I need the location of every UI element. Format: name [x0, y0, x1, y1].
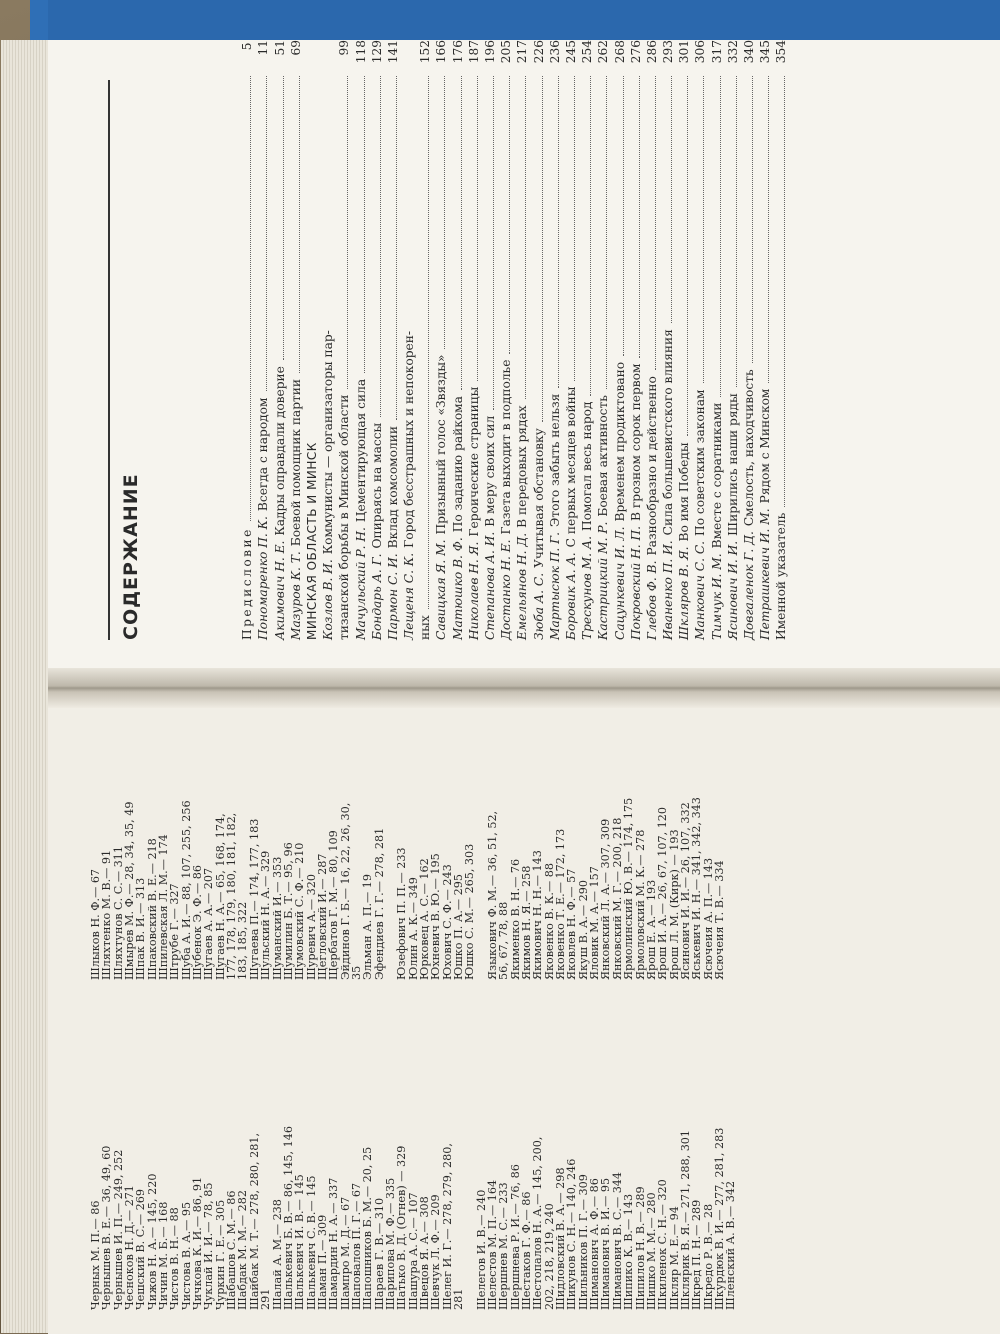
entry-page-number: 306 — [693, 40, 708, 64]
contents-entry — [238, 40, 254, 640]
entry-author: Боровик А. А. — [563, 552, 578, 640]
index-entry: Шершнева Р. И.— 76, 86 — [508, 1164, 522, 1310]
index-entry: Шильников П. Г.— 309 — [576, 1174, 590, 1310]
index-entry: Шестопалов Н. А.— 145, 200, — [531, 1136, 545, 1310]
entry-author: Ясинович И. И. — [725, 540, 740, 640]
index-entry: Шлыков Н. Ф.— 67 — [89, 868, 102, 980]
entry-author: Достанко Н. Е. — [499, 539, 514, 640]
index-entry: Шугаев А. А.— 207 — [202, 867, 216, 980]
index-entry: Шиманович А. Ф.— 86 — [588, 1178, 602, 1310]
index-entry: Шершнев М. С.— 233 — [497, 1182, 511, 1310]
index-entry: Шараев Г. В.— 310 — [372, 1197, 386, 1310]
entry-page-number: 245 — [563, 40, 578, 64]
index-entry: 177, 178, 179, 180, 181, 182, — [225, 812, 239, 980]
entry-author: Козлов В. И. — [321, 559, 336, 640]
entry-page-number: 354 — [774, 40, 789, 64]
entry-title: Сила большевистского влияния — [661, 329, 676, 536]
contents-entry — [562, 40, 578, 640]
entry-title: Всегда с народом — [256, 397, 271, 512]
contents-entry — [610, 40, 626, 640]
entry-author: Пономаренко П. К. — [256, 516, 271, 640]
entry-author: Емельянов Н. Д. — [515, 532, 530, 640]
contents-entry — [448, 40, 464, 640]
entry-page-number: 262 — [596, 40, 611, 64]
contents-entry — [675, 40, 691, 640]
index-entry: Щегловский И.— 287 — [315, 853, 329, 980]
entry-page-number: 286 — [644, 40, 659, 64]
index-entry: Шикунов С. Н.— 140, 246 — [565, 1158, 579, 1310]
leader-dots — [720, 76, 721, 397]
index-entry: Якимович Н. Н.— 143 — [531, 850, 545, 980]
contents-entry — [270, 40, 286, 640]
contents-entry — [303, 40, 319, 640]
entry-page-number: 196 — [483, 40, 497, 64]
contents-entry — [287, 40, 303, 640]
entry-author: Глебов Ф. В. — [644, 560, 659, 640]
entry-page-number: 254 — [580, 40, 595, 64]
index-entry: Шестаков Г. Ф.— 86 — [520, 1191, 534, 1310]
contents-entry — [432, 40, 448, 640]
index-entry: Чуркин Г. Е.— 305 — [213, 1199, 227, 1310]
leader-dots — [444, 76, 445, 349]
entry-page-number: 118 — [353, 40, 368, 64]
leader-dots — [250, 76, 251, 521]
leader-dots — [639, 76, 640, 358]
index-entry: Шапошников Б. М.— 20, 25 — [361, 1146, 375, 1310]
entry-author: Сацункевич И. Л. — [612, 526, 627, 640]
index-entry: Шарипова М. Ф.— 335 — [383, 1177, 397, 1310]
entry-title: Город бесстрашных и непокорен- — [402, 331, 417, 548]
index-entry: Шубенок Э. Ф.— 86 — [191, 865, 205, 980]
contents-entry — [384, 40, 400, 640]
index-entry: Шелестов М. П.— 164 — [486, 1179, 500, 1310]
index-entry: Юрковец А. С.— 162 — [417, 858, 431, 980]
index-entry: Чичкова К. И.— 86, 91 — [191, 1176, 205, 1310]
entry-page-number: 276 — [628, 40, 643, 64]
leader-dots — [671, 76, 672, 323]
entry-title: Газета выходит в подполье — [499, 359, 514, 535]
index-entry: 202, 218, 219, 240 — [542, 1203, 556, 1310]
index-entry: Юхович С. Ф.— 243 — [440, 864, 454, 980]
index-entry: Шугаева П.— 174, 177, 183 — [247, 818, 261, 980]
contents-entry — [481, 40, 497, 640]
leader-dots — [558, 76, 559, 388]
entry-title: Помогал весь народ — [580, 401, 595, 532]
index-entry: Шкредо Р. В.— 28 — [701, 1203, 715, 1310]
index-entry: Шумилин Б. Т.— 95, 96 — [281, 842, 295, 980]
leader-dots — [703, 76, 704, 383]
index-column-1 — [90, 1010, 737, 1310]
entry-title: Вклад комсомолии — [385, 426, 400, 549]
leader-dots — [493, 76, 494, 410]
leader-dots — [784, 76, 785, 507]
index-entry: Юзефович П. П.— 233 — [395, 847, 409, 980]
index-entry: Шамардин Н. А.— 337 — [327, 1177, 341, 1310]
contents-entry — [724, 40, 740, 640]
leader-dots — [396, 76, 397, 420]
entry-title: Вместе с соратниками — [709, 402, 724, 549]
entry-title: ных — [418, 615, 433, 640]
entry-page-number: 187 — [466, 40, 481, 64]
entry-author: Шкляров В. Я. — [677, 546, 692, 640]
index-entry: Чистов В. Н.— 88 — [168, 1207, 182, 1310]
entry-author: Кастрицкий М. Р. — [596, 521, 611, 640]
leader-dots — [623, 76, 624, 356]
contents-entry — [465, 40, 481, 640]
entry-title: С первых месяцев войны — [563, 386, 578, 548]
contents-entry — [254, 40, 270, 640]
entry-page-number: 332 — [725, 40, 740, 64]
contents-entry — [627, 40, 643, 640]
entry-page-number: 205 — [499, 40, 514, 64]
index-entry: Шмырев М. Ф.— 28, 34, 35, 49 — [123, 801, 137, 980]
index-entry: Шиманович В. С.— 344 — [610, 1171, 624, 1310]
entry-author: Зюба А. С. — [531, 572, 546, 640]
entry-author: Мартысюк П. Г. — [547, 531, 562, 640]
index-entry: Шляхтенко М. В.— 91 — [100, 849, 114, 980]
entry-author: Степанова А. И. — [483, 531, 497, 640]
index-entry: Шпилевская Л. М.— 174 — [157, 834, 171, 980]
index-entry: Языкович Ф. М.— 36, 51, 52, — [486, 810, 500, 980]
leader-dots — [606, 76, 607, 389]
index-entry: Шкурдюк В. И.— 277, 281, 283 — [712, 1127, 726, 1310]
leader-dots — [574, 76, 575, 381]
entry-title: Кадры оправдали доверие — [272, 366, 287, 536]
index-entry: Чичин М. Б.— 168 — [157, 1201, 171, 1310]
index-entry: Шашура А. С.— 107 — [406, 1192, 420, 1310]
contents-entry — [497, 40, 513, 640]
entry-author: Покровский Н. П. — [628, 525, 643, 640]
contents-entry — [707, 40, 723, 640]
entry-title: Рядом с Минском — [758, 388, 773, 504]
contents-entry — [529, 40, 545, 640]
leader-dots — [266, 76, 267, 392]
index-entry: Шленский А. В.— 342 — [724, 1180, 738, 1310]
entry-author: Довгаленок Г. Д. — [742, 531, 756, 640]
entry-page-number: 129 — [369, 40, 384, 64]
index-entry: Черных М. П.— 86 — [89, 1200, 102, 1310]
contents-entry — [513, 40, 529, 640]
index-entry: Шипилов Н. В.— 289 — [633, 1186, 647, 1310]
index-entry: Якуш В. А.— 290 — [576, 879, 590, 980]
index-entry: Швецов Я. А.— 308 — [417, 1196, 431, 1310]
index-entry: Шевчук Л. Ф.— 209 — [429, 1194, 443, 1310]
contents-entry — [643, 40, 659, 640]
leader-dots — [299, 76, 300, 373]
index-entry: Шпак В. И.— 313 — [134, 877, 148, 980]
index-entry: Шайбак М. Т.— 278, 280, 281, — [247, 1132, 261, 1310]
leader-dots — [364, 76, 365, 373]
entry-page-number: 301 — [677, 40, 692, 64]
index-entry: Чернышев И. П.— 249, 252 — [111, 1149, 125, 1310]
index-entry: Шелегов И. В.— 240 — [474, 1189, 488, 1310]
entry-page-number: 340 — [742, 40, 756, 64]
index-entry: Шишко М. М.— 280 — [644, 1192, 658, 1310]
name-index — [89, 670, 738, 1310]
entry-title: Призывный голос «Звязды» — [434, 354, 449, 535]
index-entry: Чуклай И. И.— 78, 85 — [202, 1182, 216, 1310]
contents-entry — [319, 40, 335, 640]
leader-dots — [428, 76, 429, 609]
index-entry: Юхневич В. Ю.— 195 — [429, 853, 443, 980]
index-entry: Шалькевич И. В.— 145 — [293, 1174, 307, 1310]
index-entry: Шкиленок С. Н.— 320 — [656, 1179, 670, 1310]
entry-page-number: 317 — [709, 40, 724, 64]
entry-page-number: 51 — [272, 40, 287, 56]
index-entry: Шидловский В. А.— 298 — [554, 1167, 568, 1310]
contents-list — [238, 40, 788, 640]
entry-title: Боевой помощник партии — [288, 379, 303, 547]
entry-author: Матюшко В. Ф. — [450, 537, 465, 640]
entry-page-number: 152 — [418, 40, 433, 64]
entry-author: Акимович Н. Е. — [272, 540, 287, 640]
index-entry: 291 — [259, 1288, 273, 1310]
entry-page-number: 293 — [661, 40, 676, 64]
index-entry: Юшко П. А.— 295 — [452, 873, 465, 980]
index-entry: 35 — [349, 965, 363, 980]
index-entry: Чесноков Н. Д.— 271 — [123, 1185, 137, 1310]
entry-title: Во имя Победы — [677, 442, 692, 542]
entry-title: Временем продиктовано — [612, 361, 627, 522]
entry-title: В грозном сорок первом — [628, 363, 643, 521]
index-entry: Шляхтунов С. С.— 311 — [111, 846, 125, 980]
index-entry: Ярош И. А.— 26, 67, 107, 120 — [656, 806, 670, 980]
leader-dots — [347, 76, 348, 389]
entry-title: Боевая активность — [596, 395, 611, 517]
entry-page-number: 11 — [256, 40, 271, 56]
entry-author: Бондарь А. Г. — [369, 553, 384, 640]
contents-entry — [659, 40, 675, 640]
index-entry: Эльман А. П.— 19 — [361, 873, 375, 980]
index-entry: Шкляр М. Е.— 94 — [667, 1206, 681, 1310]
entry-author: Мачульский Р. Н. — [353, 527, 368, 640]
index-entry: Штрубе Г.— 327 — [168, 883, 182, 980]
book-cover-top — [48, 0, 1000, 40]
entry-title: Героические страницы — [466, 386, 481, 537]
entry-author: Петрашкевич И. М. — [758, 508, 773, 640]
entry-page-number: 236 — [547, 40, 562, 64]
contents-entry — [368, 40, 384, 640]
entry-author: Пармон С. И. — [385, 553, 400, 640]
index-entry: Шатько В. Д. (Огнев) — 329 — [395, 1145, 409, 1310]
index-entry: Щербатов Г. М.— 80, 109 — [327, 830, 341, 980]
entry-title: В меру своих сил — [483, 415, 497, 527]
entry-title: Учитывая обстановку — [531, 428, 546, 568]
entry-page-number: 176 — [450, 40, 465, 64]
entry-title: Ширились наши ряды — [725, 393, 740, 536]
index-entry: Яковенко В. К.— 88 — [542, 863, 556, 980]
entry-title: По советским законам — [693, 389, 708, 536]
entry-title: Цементирующая сила — [353, 378, 368, 523]
index-entry: Чижов Н. А.— 145, 220 — [145, 1173, 159, 1310]
entry-author: Мазуров К. Т. — [288, 551, 303, 640]
index-entry: Эфендиев Г. Г.— 278, 281 — [372, 827, 386, 980]
index-entry: Ярош Л. М. (Кирк) — 193 — [667, 829, 681, 980]
entry-author: Савицкая Я. М. — [434, 539, 449, 640]
index-entry: Шампро М. Д.— 67 — [338, 1196, 352, 1310]
entry-author: Иваненко П. И. — [661, 540, 676, 640]
contents-entry — [740, 40, 756, 640]
leader-dots — [542, 76, 543, 422]
contents-entry — [546, 40, 562, 640]
contents-entry — [335, 40, 351, 640]
leader-dots — [752, 76, 753, 363]
contents-entry — [351, 40, 367, 640]
index-entry: Яковенко Т. Е.— 172, 173 — [554, 828, 568, 980]
index-entry: Яловик М. А.— 157 — [588, 866, 602, 980]
index-entry: 56, 67, 78, 88 — [497, 901, 511, 980]
entry-author: Манкович С. С. — [693, 540, 708, 640]
contents-title: СОДЕРЖАНИЕ — [120, 473, 142, 640]
index-entry: Шульский Н. А.— 329 — [259, 850, 273, 980]
entry-author: Лещеня С. К. — [402, 552, 417, 640]
index-entry: Эйдинов Г. Б.— 16, 22, 26, 30, — [338, 802, 352, 980]
entry-title: Опираясь на массы — [369, 422, 384, 549]
leader-dots — [525, 76, 526, 399]
index-entry: Ярмолинский Ю. В.— 174, 175 — [622, 797, 636, 980]
leader-dots — [768, 76, 769, 383]
index-entry: Шаман П.— 309 — [315, 1214, 329, 1310]
leader-dots — [590, 76, 591, 396]
index-entry: Юлин А. К.— 349 — [406, 877, 420, 980]
index-entry: Шелег И. Г.— 278, 279, 280, — [440, 1143, 454, 1310]
index-entry: Шуревич А.— 320 — [304, 874, 318, 980]
index-entry: Шипико К. В.— 143 — [622, 1193, 636, 1310]
index-entry: Якименко В. Н.— 76 — [508, 858, 522, 980]
index-entry: Ярмоловский М. К.— 278 — [633, 829, 647, 980]
table-of-contents — [120, 40, 900, 640]
entry-author: Николаев Н. Я. — [466, 541, 481, 640]
index-entry: Якимов Н. Я.— 258 — [520, 865, 534, 980]
index-entry: Шпаковский В. Е.— 218 — [145, 838, 159, 980]
contents-entry — [756, 40, 772, 640]
entry-page-number: 5 — [240, 40, 255, 51]
contents-entry — [594, 40, 610, 640]
entry-page-number: 268 — [612, 40, 627, 64]
index-entry: Шуба А. И.— 88, 107, 255, 256 — [179, 800, 193, 980]
index-entry: Шумовский С. Ф.— 210 — [293, 842, 307, 980]
index-entry: 281 — [452, 1288, 465, 1310]
entry-title: МИНСКАЯ ОБЛАСТЬ И МИНСК — [304, 442, 319, 640]
leader-dots — [687, 76, 688, 436]
index-entry: Шалькевич Б. В.— 86, 145, 146 — [281, 1126, 295, 1310]
entry-page-number: 69 — [288, 40, 303, 56]
entry-title: Разнообразно и действенно — [644, 376, 659, 556]
entry-title: Именной указатель — [774, 512, 789, 640]
entry-page-number: 166 — [434, 40, 449, 64]
entry-title: тизанской борьбы в Минской области — [337, 394, 352, 640]
entry-page-number: 99 — [337, 40, 352, 56]
entry-page-number: 226 — [531, 40, 546, 64]
leader-dots — [380, 76, 381, 417]
index-entry: Шалай А. М.— 238 — [270, 1199, 284, 1310]
index-entry: Янковский Л. А.— 307, 309 — [599, 818, 613, 980]
index-entry: Янковский М. Г.— 200, 218 — [610, 817, 624, 980]
index-entry: Шугаев Н. А.— 65, 168, 174, — [213, 813, 227, 980]
contents-entry — [691, 40, 707, 640]
entry-title: По заданию райкома — [450, 396, 465, 533]
index-entry: Шаповалов П. Г.— 67 — [349, 1182, 363, 1310]
index-column-2 — [90, 680, 725, 980]
index-entry: Шабдак М. М.— 282 — [236, 1190, 250, 1310]
entry-title: В передовых рядах — [515, 405, 530, 528]
contents-entry — [400, 40, 416, 640]
index-entry: Шкред П. Н.— 289 — [690, 1199, 704, 1310]
index-entry: Яськевич И. Н.— 341, 342, 343 — [690, 797, 704, 980]
leader-dots — [477, 76, 478, 381]
index-entry: Чистова В. А.— 95 — [179, 1201, 193, 1310]
leader-dots — [461, 76, 462, 390]
index-entry: Шклярик В. Я.— 271, 288, 301 — [678, 1129, 692, 1310]
index-letter-gap — [464, 1010, 475, 1310]
entry-title: Этого забыть нельзя — [547, 393, 562, 527]
contents-entry — [416, 40, 432, 640]
contents-entry — [578, 40, 594, 640]
entry-page-number: 217 — [515, 40, 530, 64]
contents-entry — [772, 40, 788, 640]
entry-author: Тимчук И. М. — [709, 553, 724, 640]
leader-dots — [655, 76, 656, 370]
index-entry: Чешский В. С.— 269 — [134, 1189, 148, 1310]
entry-author: Трескунов М. А. — [580, 536, 595, 640]
index-entry: 183, 185, 322 — [236, 901, 250, 980]
index-entry: Шабашов С. М.— 86 — [225, 1190, 239, 1310]
index-entry: Ясючеия Т. В.— 334 — [712, 860, 726, 980]
leader-dots — [283, 76, 284, 360]
entry-title: Предисловие — [240, 527, 255, 640]
leader-dots — [509, 76, 510, 354]
index-entry: Шалькевич С. В.— 145 — [304, 1175, 318, 1310]
index-entry: Шиманович В. И.— 95 — [599, 1177, 613, 1310]
index-entry: Шуманский И.— 353 — [270, 856, 284, 980]
entry-title: Коммунисты — организаторы пар- — [321, 330, 336, 555]
leader-dots — [736, 76, 737, 387]
index-entry: Ясинович И. И.— 26, 107, 332 — [678, 802, 692, 980]
index-entry: Ярош Е. А.— 193 — [644, 879, 658, 980]
title-rule — [108, 80, 110, 640]
index-entry: Яковлев Н. Ф.— 57 — [565, 868, 579, 980]
index-entry: Чернышев В. Е.— 36, 49, 60 — [100, 1145, 114, 1310]
entry-title: Смелость, находчивость — [742, 369, 756, 527]
index-entry: Юшко С. М.— 265, 303 — [463, 843, 477, 980]
entry-page-number: 345 — [758, 40, 773, 64]
entry-page-number: 141 — [385, 40, 400, 64]
page-edges — [1, 40, 48, 1333]
index-entry: Ясючеия А. П.— 143 — [701, 857, 715, 980]
